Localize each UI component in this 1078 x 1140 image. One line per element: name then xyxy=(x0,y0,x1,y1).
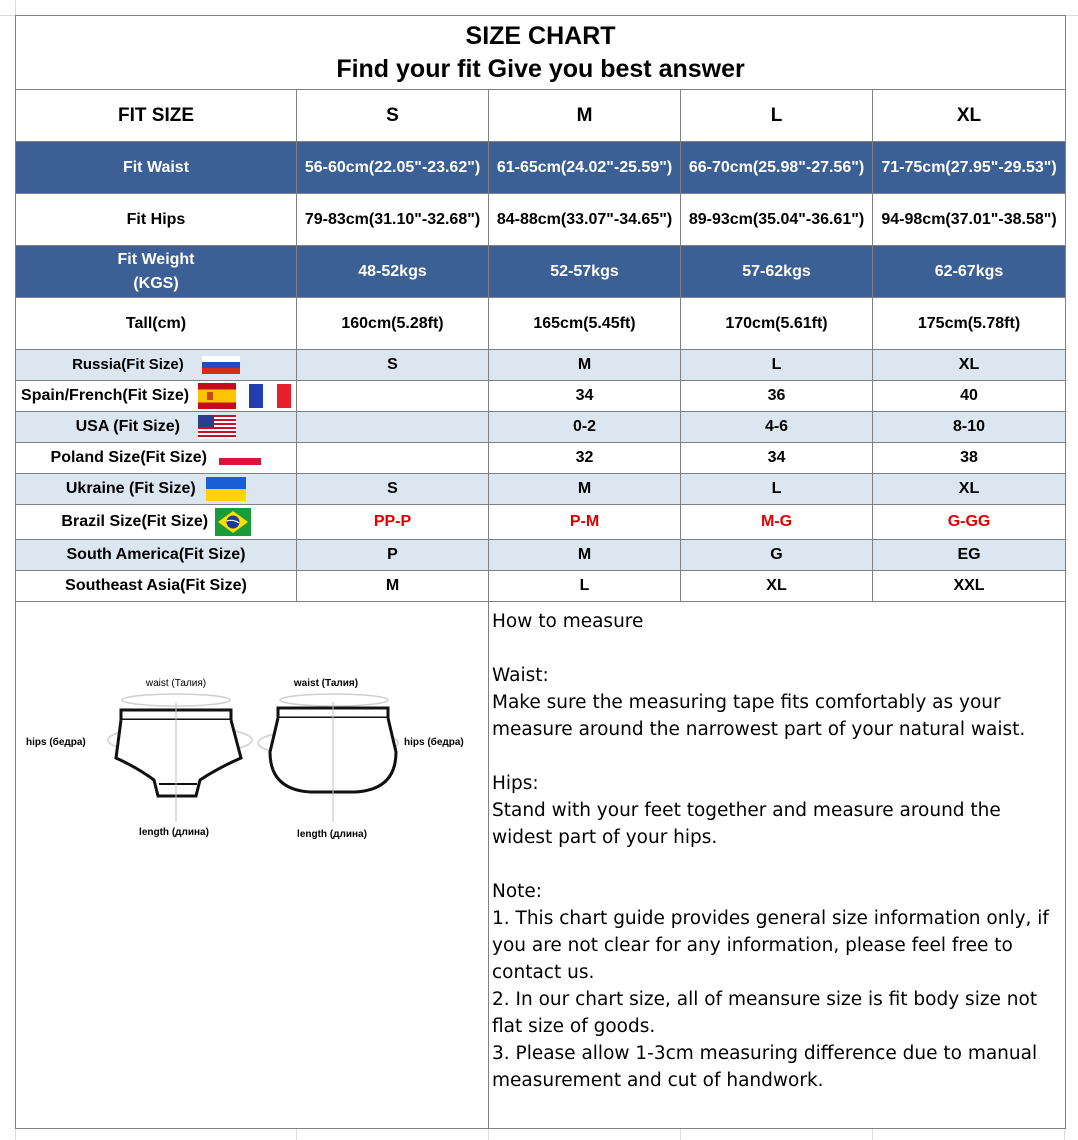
poland-flag-icon xyxy=(219,451,261,465)
russia-s: S xyxy=(297,350,489,381)
size-s-header: S xyxy=(297,90,489,142)
grid-hint xyxy=(296,1128,297,1140)
weight-row xyxy=(16,246,1066,298)
brazil-flag-icon xyxy=(215,508,251,536)
grid-hint xyxy=(0,15,15,16)
size-l-header: L xyxy=(681,90,873,142)
brazil-l: M-G xyxy=(681,505,873,540)
waist-xl: 71-75cm(27.95"-29.53") xyxy=(873,142,1066,194)
hips-l: 89-93cm(35.04"-36.61") xyxy=(681,194,873,246)
russia-row xyxy=(16,350,1066,381)
tall-xl: 175cm(5.78ft) xyxy=(873,298,1066,350)
waist-l: 66-70cm(25.98"-27.56") xyxy=(681,142,873,194)
brazil-xl: G-GG xyxy=(873,505,1066,540)
russia-m: M xyxy=(489,350,681,381)
ukraine-m: M xyxy=(489,474,681,505)
ukraine-label xyxy=(16,474,297,505)
tall-row xyxy=(16,298,1066,350)
southeast-asia-row xyxy=(16,571,1066,602)
tall-m: 165cm(5.45ft) xyxy=(489,298,681,350)
russia-label-text: Russia(Fit Size) xyxy=(72,355,184,373)
grid-hint xyxy=(1064,1128,1065,1140)
usa-m: 0-2 xyxy=(489,412,681,443)
ukraine-flag-icon xyxy=(206,477,246,501)
brazil-label xyxy=(16,505,297,540)
hips-xl: 94-98cm(37.01"-38.58") xyxy=(873,194,1066,246)
weight-s: 48-52kgs xyxy=(297,246,489,298)
south-america-l: G xyxy=(681,540,873,571)
spain-label-text: Spain/French(Fit Size) xyxy=(21,387,190,405)
waist-instruction: Make sure the measuring tape fits comfortably as your measure around the narrowest part of your natural waist. xyxy=(492,692,1026,740)
size-m-header: M xyxy=(489,90,681,142)
measure-instructions xyxy=(489,602,1066,1129)
poland-s xyxy=(297,443,489,474)
brazil-label-text: Brazil Size(Fit Size) xyxy=(61,513,209,531)
south-america-m: M xyxy=(489,540,681,571)
waist-label: Fit Waist xyxy=(16,142,297,194)
measure-guide-row xyxy=(16,602,1066,1129)
southeast-asia-m: L xyxy=(489,571,681,602)
weight-xl: 62-67kgs xyxy=(873,246,1066,298)
grid-hint xyxy=(488,1128,489,1140)
note-1: 1. This chart guide provides general size information only, if you are not clear for any information, please feel free to contact us. xyxy=(492,908,1049,983)
ukraine-l: L xyxy=(681,474,873,505)
southeast-asia-s: M xyxy=(297,571,489,602)
poland-label-text: Poland Size(Fit Size) xyxy=(50,449,207,466)
grid-hint xyxy=(15,0,16,15)
hips-label: Fit Hips xyxy=(16,194,297,246)
how-to-measure-heading: How to measure xyxy=(492,611,644,632)
brazil-m: P-M xyxy=(489,505,681,540)
hips-row xyxy=(16,194,1066,246)
size-header-row xyxy=(16,90,1066,142)
ukraine-s: S xyxy=(297,474,489,505)
south-america-xl: EG xyxy=(873,540,1066,571)
length-label-right: length (длина) xyxy=(297,829,367,840)
russia-flag-icon xyxy=(202,356,240,374)
grid-hint xyxy=(1065,15,1078,16)
usa-xl: 8-10 xyxy=(873,412,1066,443)
measure-diagram-cell xyxy=(16,602,489,1129)
length-label-left: length (длина) xyxy=(139,827,209,838)
spain-xl: 40 xyxy=(873,381,1066,412)
hips-s: 79-83cm(31.10"-32.68") xyxy=(297,194,489,246)
spain-row xyxy=(16,381,1066,412)
south-america-row xyxy=(16,540,1066,571)
spain-s xyxy=(297,381,489,412)
russia-xl: XL xyxy=(873,350,1066,381)
hips-m: 84-88cm(33.07"-34.65") xyxy=(489,194,681,246)
hips-label-right: hips (бедра) xyxy=(404,737,464,748)
size-xl-header: XL xyxy=(873,90,1066,142)
usa-label-text: USA (Fit Size) xyxy=(75,418,180,436)
waist-label-left: waist (Талия) xyxy=(145,678,207,689)
chart-subtitle: Find your fit Give you best answer xyxy=(336,54,745,83)
south-america-label: South America(Fit Size) xyxy=(16,540,297,571)
poland-xl: 38 xyxy=(873,443,1066,474)
south-america-s: P xyxy=(297,540,489,571)
usa-row xyxy=(16,412,1066,443)
hips-instruction: Stand with your feet together and measure around the widest part of your hips. xyxy=(492,800,1001,848)
waist-row xyxy=(16,142,1066,194)
ukraine-xl: XL xyxy=(873,474,1066,505)
southeast-asia-xl: XXL xyxy=(873,571,1066,602)
size-chart-table xyxy=(15,15,1066,1129)
waist-ellipse-right xyxy=(280,694,388,706)
underwear-measure-diagram xyxy=(26,672,466,852)
hips-title: Hips: xyxy=(492,773,539,794)
spain-m: 34 xyxy=(489,381,681,412)
russia-l: L xyxy=(681,350,873,381)
grid-hint xyxy=(680,1128,681,1140)
tall-s: 160cm(5.28ft) xyxy=(297,298,489,350)
poland-l: 34 xyxy=(681,443,873,474)
note-title: Note: xyxy=(492,881,543,902)
waist-s: 56-60cm(22.05"-23.62") xyxy=(297,142,489,194)
usa-l: 4-6 xyxy=(681,412,873,443)
tall-label: Tall(cm) xyxy=(16,298,297,350)
southeast-asia-l: XL xyxy=(681,571,873,602)
usa-s xyxy=(297,412,489,443)
brazil-s: PP-P xyxy=(297,505,489,540)
chart-header xyxy=(16,16,1066,90)
spain-flag-icon xyxy=(198,383,236,409)
usa-label xyxy=(16,412,297,443)
spain-label xyxy=(16,381,297,412)
weight-label-line1: Fit Weight xyxy=(117,250,195,268)
southeast-asia-label: Southeast Asia(Fit Size) xyxy=(16,571,297,602)
brazil-row xyxy=(16,505,1066,540)
weight-label-line2: (KGS) xyxy=(133,274,179,292)
france-flag-icon xyxy=(249,384,291,408)
waist-m: 61-65cm(24.02"-25.59") xyxy=(489,142,681,194)
grid-hint xyxy=(872,1128,873,1140)
chart-title: SIZE CHART xyxy=(465,21,616,50)
poland-m: 32 xyxy=(489,443,681,474)
note-2: 2. In our chart size, all of meansure size is fit body size not flat size of goods. xyxy=(492,989,1038,1037)
poland-label xyxy=(16,443,297,474)
tall-l: 170cm(5.61ft) xyxy=(681,298,873,350)
grid-hint xyxy=(15,1128,16,1140)
weight-l: 57-62kgs xyxy=(681,246,873,298)
waist-title: Waist: xyxy=(492,665,549,686)
waist-label-right: waist (Талия) xyxy=(293,678,359,689)
hips-label-left: hips (бедра) xyxy=(26,737,86,748)
note-3: 3. Please allow 1-3cm measuring difference due to manual measurement and cut of handwork. xyxy=(492,1043,1038,1091)
weight-label xyxy=(16,246,297,298)
ukraine-label-text: Ukraine (Fit Size) xyxy=(65,480,196,498)
russia-label xyxy=(16,350,297,381)
weight-m: 52-57kgs xyxy=(489,246,681,298)
poland-row xyxy=(16,443,1066,474)
fit-size-label: FIT SIZE xyxy=(16,90,297,142)
usa-flag-icon xyxy=(198,415,236,439)
spain-l: 36 xyxy=(681,381,873,412)
ukraine-row xyxy=(16,474,1066,505)
